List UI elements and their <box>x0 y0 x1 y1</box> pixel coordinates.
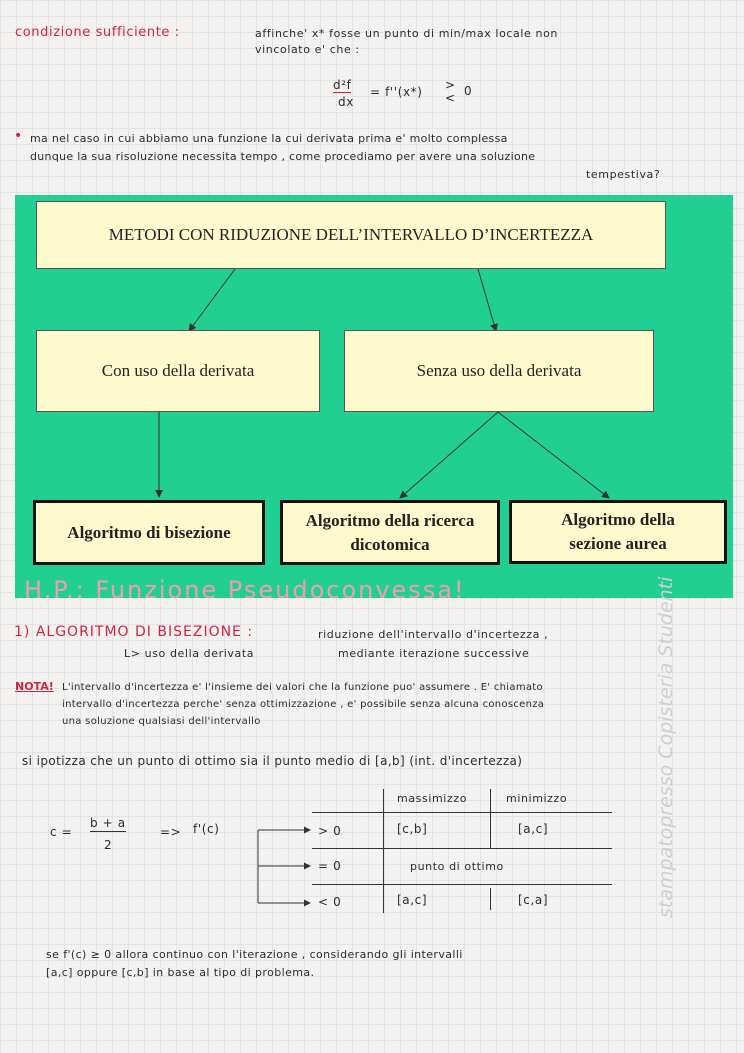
formula-rest: = f''(x*) <box>370 85 423 99</box>
arrow-right-leaf2 <box>400 412 498 498</box>
row-positive-max: [c,b] <box>397 822 428 836</box>
dichotomous-box <box>280 500 500 565</box>
question-line-2: dunque la sua risoluzione necessita tempo , come procediamo per avere una soluzione <box>30 150 536 163</box>
formula-greater: > <box>445 78 456 92</box>
condition-title: condizione sufficiente : <box>15 25 180 40</box>
section-sub: L> uso della derivata <box>124 647 255 660</box>
arrow-root-left <box>189 269 235 331</box>
conclusion-line-2: [a,c] oppure [c,b] in base al tipo di problema. <box>46 966 315 979</box>
section-title: 1) ALGORITMO DI BISEZIONE : <box>14 624 254 640</box>
question-line-1: ma nel caso in cui abbiamo una funzione la cui derivata prima e' molto complessa <box>30 132 508 145</box>
table-line-header <box>312 812 612 813</box>
golden-section-label-line-2: sezione aurea <box>569 534 667 553</box>
midpoint-c: c = <box>50 825 73 839</box>
midpoint-numerator: b + a <box>90 816 126 830</box>
table-divider-2b <box>490 888 491 910</box>
without-derivative-label: Senza uso della derivata <box>416 361 582 380</box>
implies-arrow: => <box>160 825 182 839</box>
dichotomous-label-line-1: Algoritmo della ricerca <box>305 510 475 530</box>
nota-line-1: L'intervallo d'incertezza e' l'insieme dei valori che la funzione puo' assumere . E' chiamato <box>62 682 543 693</box>
arrow-root-right <box>478 269 496 331</box>
section-desc-2: mediante iterazione successive <box>338 647 530 660</box>
hypothesis-heading: H.P.: Funzione Pseudoconvessa! <box>24 576 466 604</box>
root-box <box>36 201 666 269</box>
f-prime-c: f'(c) <box>193 822 220 836</box>
row-negative-cond: < 0 <box>318 895 342 909</box>
watermark: stampatopresso Copisteria Studenti <box>655 576 677 918</box>
arrow-right-leaf3 <box>498 412 609 498</box>
without-derivative-box <box>344 330 654 412</box>
dichotomous-label <box>306 509 475 557</box>
table-line-2 <box>312 884 612 885</box>
bisection-label: Algoritmo di bisezione <box>67 522 231 542</box>
golden-section-label-line-1: Algoritmo della <box>561 510 675 529</box>
nota-line-2: intervallo d'incertezza perche' senza ottimizzazione , e' possibile senza alcuna conoscenza <box>62 699 545 710</box>
formula-less: < <box>445 91 456 105</box>
with-derivative-box <box>36 330 320 412</box>
nota-label: NOTA! <box>15 680 54 693</box>
condition-line-1: affinche' x* fosse un punto di min/max locale non <box>255 27 558 40</box>
condition-line-2: vincolato e' che : <box>255 43 360 56</box>
formula-denominator: dx <box>338 95 354 109</box>
row-negative-min: [c,a] <box>518 893 549 907</box>
formula-zero: 0 <box>464 84 473 98</box>
header-max: massimizzo <box>397 792 468 805</box>
row-positive-cond: > 0 <box>318 824 342 838</box>
golden-section-box <box>509 500 727 564</box>
root-label: METODI CON RIDUZIONE DELL’INTERVALLO D’INCERTEZZA <box>108 225 594 244</box>
formula-numerator: d²f <box>333 78 352 92</box>
table-divider-1 <box>383 789 384 913</box>
row-negative-max: [a,c] <box>397 893 428 907</box>
dichotomous-label-line-2: dicotomica <box>350 534 430 554</box>
row-zero-merged: punto di ottimo <box>410 860 504 873</box>
row-positive-min: [a,c] <box>518 822 549 836</box>
conclusion-line-1: se f'(c) ≥ 0 allora continuo con l'iterazione , considerando gli intervalli <box>46 948 463 961</box>
midpoint-denominator: 2 <box>104 838 113 852</box>
hypothesis-text: si ipotizza che un punto di ottimo sia il punto medio di [a,b] (int. d'incertezza) <box>22 754 523 768</box>
header-min: minimizzo <box>506 792 568 805</box>
methods-diagram <box>15 195 733 598</box>
row-zero-cond: = 0 <box>318 859 342 873</box>
table-divider-2a <box>490 789 491 848</box>
bullet-dot: • <box>14 128 23 144</box>
with-derivative-label: Con uso della derivata <box>101 361 255 380</box>
section-desc-1: riduzione dell'intervallo d'incertezza , <box>318 628 549 641</box>
golden-section-label <box>561 508 675 556</box>
table-line-1 <box>312 848 612 849</box>
bisection-box <box>33 500 265 565</box>
nota-line-3: una soluzione qualsiasi dell'intervallo <box>62 716 261 727</box>
question-line-3: tempestiva? <box>586 168 661 181</box>
